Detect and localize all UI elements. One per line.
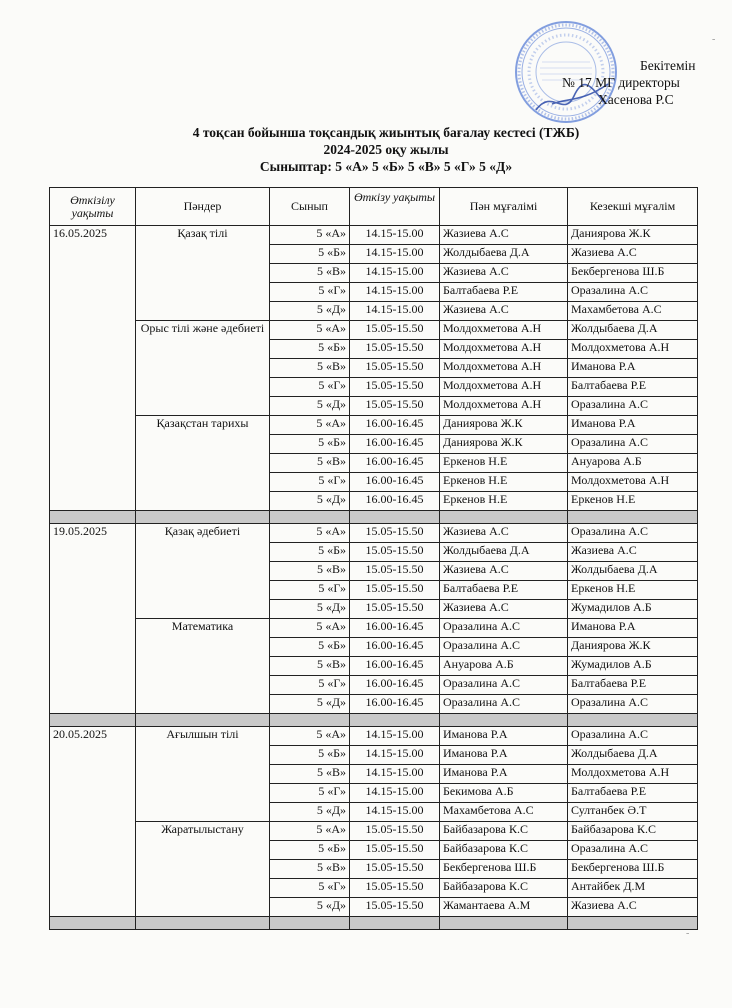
separator-cell: [270, 511, 350, 524]
table-row: [50, 524, 698, 543]
time-cell: 15.05-15.50: [350, 524, 440, 543]
duty-teacher-cell: Оразалина А.С: [568, 397, 698, 416]
duty-teacher-cell: Махамбетова А.С: [568, 302, 698, 321]
class-cell: 5 «А»: [270, 321, 350, 340]
teacher-cell: Бекимова А.Б: [440, 784, 568, 803]
time-cell: 15.05-15.50: [350, 841, 440, 860]
duty-teacher-cell: Антайбек Д.М: [568, 879, 698, 898]
table-header-row: [50, 188, 698, 226]
duty-teacher-cell: Еркенов Н.Е: [568, 492, 698, 511]
time-cell: 14.15-15.00: [350, 226, 440, 245]
time-cell: 15.05-15.50: [350, 562, 440, 581]
teacher-cell: Байбазарова К.С: [440, 841, 568, 860]
time-cell: 16.00-16.45: [350, 416, 440, 435]
approval-block: [540, 57, 720, 108]
duty-teacher-cell: Даниярова Ж.К: [568, 638, 698, 657]
teacher-cell: Молдохметова А.Н: [440, 378, 568, 397]
teacher-cell: Еркенов Н.Е: [440, 454, 568, 473]
class-cell: 5 «Д»: [270, 803, 350, 822]
subject-cell: Математика: [136, 619, 270, 714]
header-duty-teacher: Кезекші мұғалім: [568, 188, 698, 226]
class-cell: 5 «Д»: [270, 492, 350, 511]
header-class: Сынып: [270, 188, 350, 226]
time-cell: 15.05-15.50: [350, 321, 440, 340]
duty-teacher-cell: Жолдыбаева Д.А: [568, 321, 698, 340]
class-cell: 5 «В»: [270, 264, 350, 283]
duty-teacher-cell: Султанбек Ә.Т: [568, 803, 698, 822]
separator-cell: [136, 511, 270, 524]
separator-cell: [568, 714, 698, 727]
duty-teacher-cell: Жазиева А.С: [568, 245, 698, 264]
class-cell: 5 «В»: [270, 765, 350, 784]
title-line-3: Сыныптар: 5 «А» 5 «Б» 5 «В» 5 «Г» 5 «Д»: [259, 159, 513, 174]
separator-cell: [350, 714, 440, 727]
table-row: [50, 416, 698, 435]
teacher-cell: Жазиева А.С: [440, 562, 568, 581]
class-cell: 5 «Д»: [270, 302, 350, 321]
time-cell: 15.05-15.50: [350, 340, 440, 359]
teacher-cell: Жазиева А.С: [440, 600, 568, 619]
duty-teacher-cell: Даниярова Ж.К: [568, 226, 698, 245]
class-cell: 5 «А»: [270, 226, 350, 245]
time-cell: 15.05-15.50: [350, 581, 440, 600]
header-subjects: Пәндер: [136, 188, 270, 226]
date-cell: 19.05.2025: [50, 524, 136, 714]
class-cell: 5 «А»: [270, 822, 350, 841]
duty-teacher-cell: Балтабаева Р.Е: [568, 784, 698, 803]
duty-teacher-cell: Жумадилов А.Б: [568, 600, 698, 619]
time-cell: 16.00-16.45: [350, 638, 440, 657]
duty-teacher-cell: Жазиева А.С: [568, 898, 698, 917]
teacher-cell: Еркенов Н.Е: [440, 492, 568, 511]
header-teacher: Пән мұғалімі: [440, 188, 568, 226]
time-cell: 14.15-15.00: [350, 302, 440, 321]
time-cell: 15.05-15.50: [350, 378, 440, 397]
class-cell: 5 «В»: [270, 359, 350, 378]
duty-teacher-cell: Байбазарова К.С: [568, 822, 698, 841]
teacher-cell: Молдохметова А.Н: [440, 397, 568, 416]
duty-teacher-cell: Жумадилов А.Б: [568, 657, 698, 676]
class-cell: 5 «В»: [270, 562, 350, 581]
separator-cell: [136, 917, 270, 930]
class-cell: 5 «Б»: [270, 245, 350, 264]
subject-cell: Қазақ әдебиеті: [136, 524, 270, 619]
time-cell: 14.15-15.00: [350, 245, 440, 264]
class-cell: 5 «В»: [270, 454, 350, 473]
approval-line-1: Бекітемін: [640, 58, 696, 73]
document-title: [0, 124, 732, 175]
time-cell: 16.00-16.45: [350, 435, 440, 454]
table-row: [50, 822, 698, 841]
teacher-cell: Иманова Р.А: [440, 746, 568, 765]
duty-teacher-cell: Балтабаева Р.Е: [568, 378, 698, 397]
duty-teacher-cell: Балтабаева Р.Е: [568, 676, 698, 695]
duty-teacher-cell: Оразалина А.С: [568, 841, 698, 860]
duty-teacher-cell: Жолдыбаева Д.А: [568, 746, 698, 765]
duty-teacher-cell: Ануарова А.Б: [568, 454, 698, 473]
separator-cell: [440, 714, 568, 727]
teacher-cell: Молдохметова А.Н: [440, 359, 568, 378]
class-cell: 5 «Д»: [270, 695, 350, 714]
separator-cell: [568, 511, 698, 524]
separator-cell: [136, 714, 270, 727]
class-cell: 5 «Б»: [270, 638, 350, 657]
teacher-cell: Даниярова Ж.К: [440, 435, 568, 454]
teacher-cell: Жазиева А.С: [440, 524, 568, 543]
table-row: [50, 619, 698, 638]
teacher-cell: Ануарова А.Б: [440, 657, 568, 676]
teacher-cell: Байбазарова К.С: [440, 822, 568, 841]
class-cell: 5 «Б»: [270, 746, 350, 765]
table-row: [50, 226, 698, 245]
teacher-cell: Оразалина А.С: [440, 695, 568, 714]
teacher-cell: Иманова Р.А: [440, 727, 568, 746]
class-cell: 5 «Б»: [270, 435, 350, 454]
subject-cell: Қазақстан тарихы: [136, 416, 270, 511]
time-cell: 15.05-15.50: [350, 600, 440, 619]
time-cell: 16.00-16.45: [350, 473, 440, 492]
teacher-cell: Жазиева А.С: [440, 302, 568, 321]
time-cell: 15.05-15.50: [350, 822, 440, 841]
teacher-cell: Балтабаева Р.Е: [440, 581, 568, 600]
class-cell: 5 «Г»: [270, 283, 350, 302]
class-cell: 5 «Б»: [270, 841, 350, 860]
class-cell: 5 «Г»: [270, 784, 350, 803]
class-cell: 5 «А»: [270, 524, 350, 543]
time-cell: 14.15-15.00: [350, 784, 440, 803]
title-line-2: 2024-2025 оқу жылы: [323, 142, 449, 157]
day-separator-row: [50, 714, 698, 727]
teacher-cell: Жолдыбаева Д.А: [440, 543, 568, 562]
teacher-cell: Молдохметова А.Н: [440, 340, 568, 359]
time-cell: 16.00-16.45: [350, 619, 440, 638]
time-cell: 16.00-16.45: [350, 695, 440, 714]
time-cell: 14.15-15.00: [350, 727, 440, 746]
duty-teacher-cell: Оразалина А.С: [568, 695, 698, 714]
class-cell: 5 «В»: [270, 860, 350, 879]
duty-teacher-cell: Жолдыбаева Д.А: [568, 562, 698, 581]
title-line-1: 4 тоқсан бойынша тоқсандық жиынтық бағалау кестесі (ТЖБ): [192, 125, 580, 140]
scan-mark: -: [712, 34, 716, 45]
time-cell: 15.05-15.50: [350, 359, 440, 378]
table-row: [50, 727, 698, 746]
teacher-cell: Еркенов Н.Е: [440, 473, 568, 492]
subject-cell: Орыс тілі және әдебиеті: [136, 321, 270, 416]
teacher-cell: Махамбетова А.С: [440, 803, 568, 822]
class-cell: 5 «А»: [270, 416, 350, 435]
duty-teacher-cell: Оразалина А.С: [568, 283, 698, 302]
teacher-cell: Байбазарова К.С: [440, 879, 568, 898]
time-cell: 14.15-15.00: [350, 803, 440, 822]
date-cell: 20.05.2025: [50, 727, 136, 917]
teacher-cell: Бекбергенова Ш.Б: [440, 860, 568, 879]
separator-cell: [568, 917, 698, 930]
teacher-cell: Жолдыбаева Д.А: [440, 245, 568, 264]
approval-line-3: Хасенова Р.С: [598, 92, 674, 107]
duty-teacher-cell: Молдохметова А.Н: [568, 473, 698, 492]
time-cell: 16.00-16.45: [350, 492, 440, 511]
duty-teacher-cell: Жазиева А.С: [568, 543, 698, 562]
time-cell: 15.05-15.50: [350, 860, 440, 879]
class-cell: 5 «Г»: [270, 879, 350, 898]
day-separator-row: [50, 511, 698, 524]
class-cell: 5 «Д»: [270, 898, 350, 917]
time-cell: 15.05-15.50: [350, 543, 440, 562]
subject-cell: Жаратылыстану: [136, 822, 270, 917]
class-cell: 5 «Б»: [270, 340, 350, 359]
class-cell: 5 «В»: [270, 657, 350, 676]
class-cell: 5 «Г»: [270, 581, 350, 600]
teacher-cell: Даниярова Ж.К: [440, 416, 568, 435]
duty-teacher-cell: Бекбергенова Ш.Б: [568, 860, 698, 879]
duty-teacher-cell: Молдохметова А.Н: [568, 765, 698, 784]
class-cell: 5 «Д»: [270, 397, 350, 416]
class-cell: 5 «Г»: [270, 676, 350, 695]
time-cell: 14.15-15.00: [350, 746, 440, 765]
day-separator-row: [50, 917, 698, 930]
class-cell: 5 «Б»: [270, 543, 350, 562]
date-cell: 16.05.2025: [50, 226, 136, 511]
duty-teacher-cell: Еркенов Н.Е: [568, 581, 698, 600]
time-cell: 15.05-15.50: [350, 898, 440, 917]
duty-teacher-cell: Оразалина А.С: [568, 435, 698, 454]
teacher-cell: Оразалина А.С: [440, 676, 568, 695]
subject-cell: Қазақ тілі: [136, 226, 270, 321]
time-cell: 14.15-15.00: [350, 283, 440, 302]
duty-teacher-cell: Молдохметова А.Н: [568, 340, 698, 359]
class-cell: 5 «А»: [270, 619, 350, 638]
time-cell: 16.00-16.45: [350, 676, 440, 695]
scan-mark: -: [686, 928, 690, 939]
separator-cell: [350, 511, 440, 524]
duty-teacher-cell: Оразалина А.С: [568, 727, 698, 746]
separator-cell: [440, 511, 568, 524]
teacher-cell: Жазиева А.С: [440, 264, 568, 283]
subject-cell: Ағылшын тілі: [136, 727, 270, 822]
separator-cell: [350, 917, 440, 930]
class-cell: 5 «Г»: [270, 378, 350, 397]
teacher-cell: Жазиева А.С: [440, 226, 568, 245]
schedule-table: [49, 187, 698, 930]
separator-cell: [270, 917, 350, 930]
time-cell: 16.00-16.45: [350, 454, 440, 473]
table-row: [50, 321, 698, 340]
teacher-cell: Оразалина А.С: [440, 619, 568, 638]
teacher-cell: Жамантаева А.М: [440, 898, 568, 917]
duty-teacher-cell: Бекбергенова Ш.Б: [568, 264, 698, 283]
separator-cell: [50, 714, 136, 727]
time-cell: 16.00-16.45: [350, 657, 440, 676]
header-time: Өткізу уақыты: [350, 188, 440, 226]
time-cell: 14.15-15.00: [350, 765, 440, 784]
duty-teacher-cell: Оразалина А.С: [568, 524, 698, 543]
time-cell: 15.05-15.50: [350, 879, 440, 898]
approval-line-2: № 17 МГ директоры: [562, 75, 680, 90]
teacher-cell: Иманова Р.А: [440, 765, 568, 784]
class-cell: 5 «А»: [270, 727, 350, 746]
teacher-cell: Балтабаева Р.Е: [440, 283, 568, 302]
duty-teacher-cell: Иманова Р.А: [568, 359, 698, 378]
teacher-cell: Оразалина А.С: [440, 638, 568, 657]
separator-cell: [270, 714, 350, 727]
separator-cell: [50, 917, 136, 930]
class-cell: 5 «Г»: [270, 473, 350, 492]
time-cell: 15.05-15.50: [350, 397, 440, 416]
teacher-cell: Молдохметова А.Н: [440, 321, 568, 340]
class-cell: 5 «Д»: [270, 600, 350, 619]
separator-cell: [440, 917, 568, 930]
header-date: Өткізілу уақыты: [50, 188, 136, 226]
time-cell: 14.15-15.00: [350, 264, 440, 283]
separator-cell: [50, 511, 136, 524]
duty-teacher-cell: Иманова Р.А: [568, 416, 698, 435]
duty-teacher-cell: Иманова Р.А: [568, 619, 698, 638]
